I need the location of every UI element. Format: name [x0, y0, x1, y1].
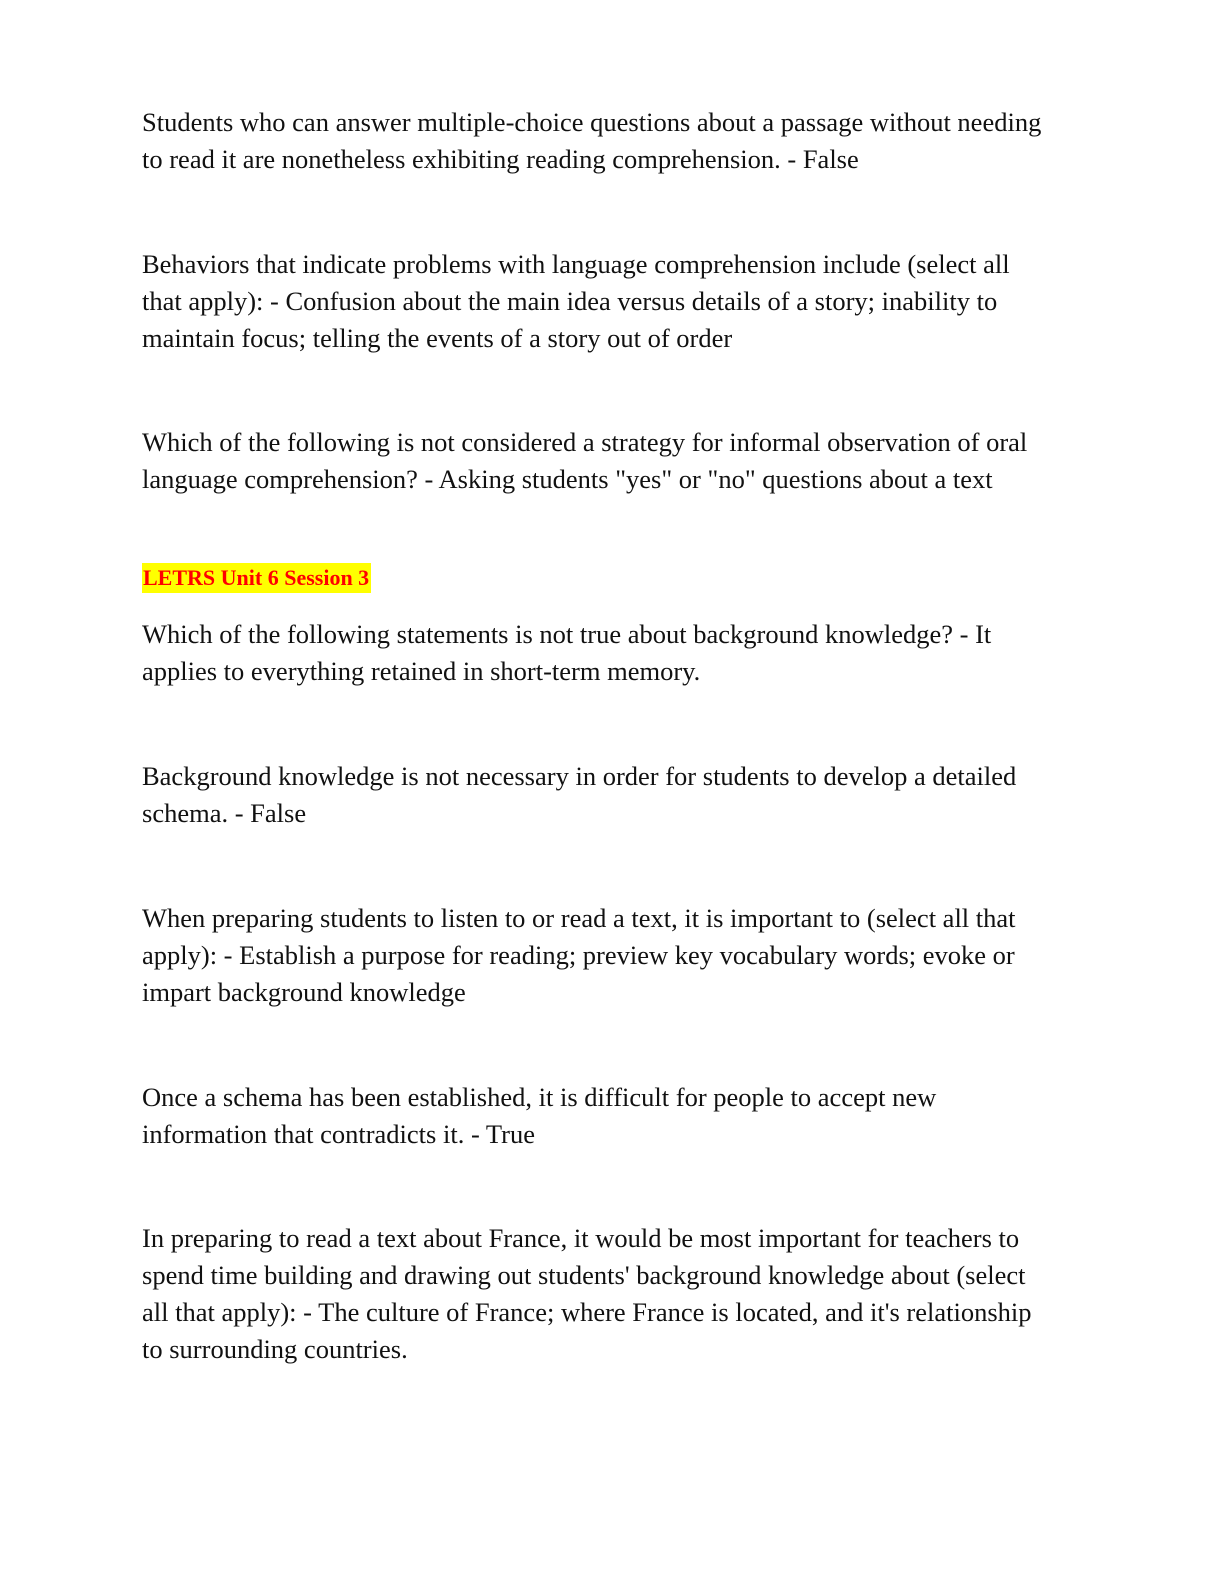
- qa-item: Background knowledge is not necessary in order for students to develop a detailed schema. - False: [142, 761, 1017, 828]
- qa-item: In preparing to read a text about France, it would be most important for teachers to spend time building and drawing out students' background knowledge about (select all that apply): - The culture of France; where France is located, and it's relationship to surrounding countries.: [142, 1223, 1032, 1364]
- qa-item: Once a schema has been established, it is difficult for people to accept new information that contradicts it. - True: [142, 1082, 937, 1149]
- qa-item: Which of the following is not considered a strategy for informal observation of oral language comprehension? - Asking students "yes" or "no" questions about a text: [142, 427, 1028, 494]
- qa-item: Behaviors that indicate problems with language comprehension include (select all that apply): - Confusion about the main idea versus details of a story; inability to maintain focus; telling the events of a story out of order: [142, 249, 1010, 353]
- qa-item: When preparing students to listen to or read a text, it is important to (select all that apply): - Establish a purpose for reading; preview key vocabulary words; evoke or impart background knowledge: [142, 903, 1016, 1007]
- qa-item: Students who can answer multiple-choice questions about a passage without needing to read it are nonetheless exhibiting reading comprehension. - False: [142, 107, 1042, 174]
- section-heading: LETRS Unit 6 Session 3: [142, 563, 371, 593]
- qa-item: Which of the following statements is not true about background knowledge? - It applies to everything retained in short-term memory.: [142, 619, 992, 686]
